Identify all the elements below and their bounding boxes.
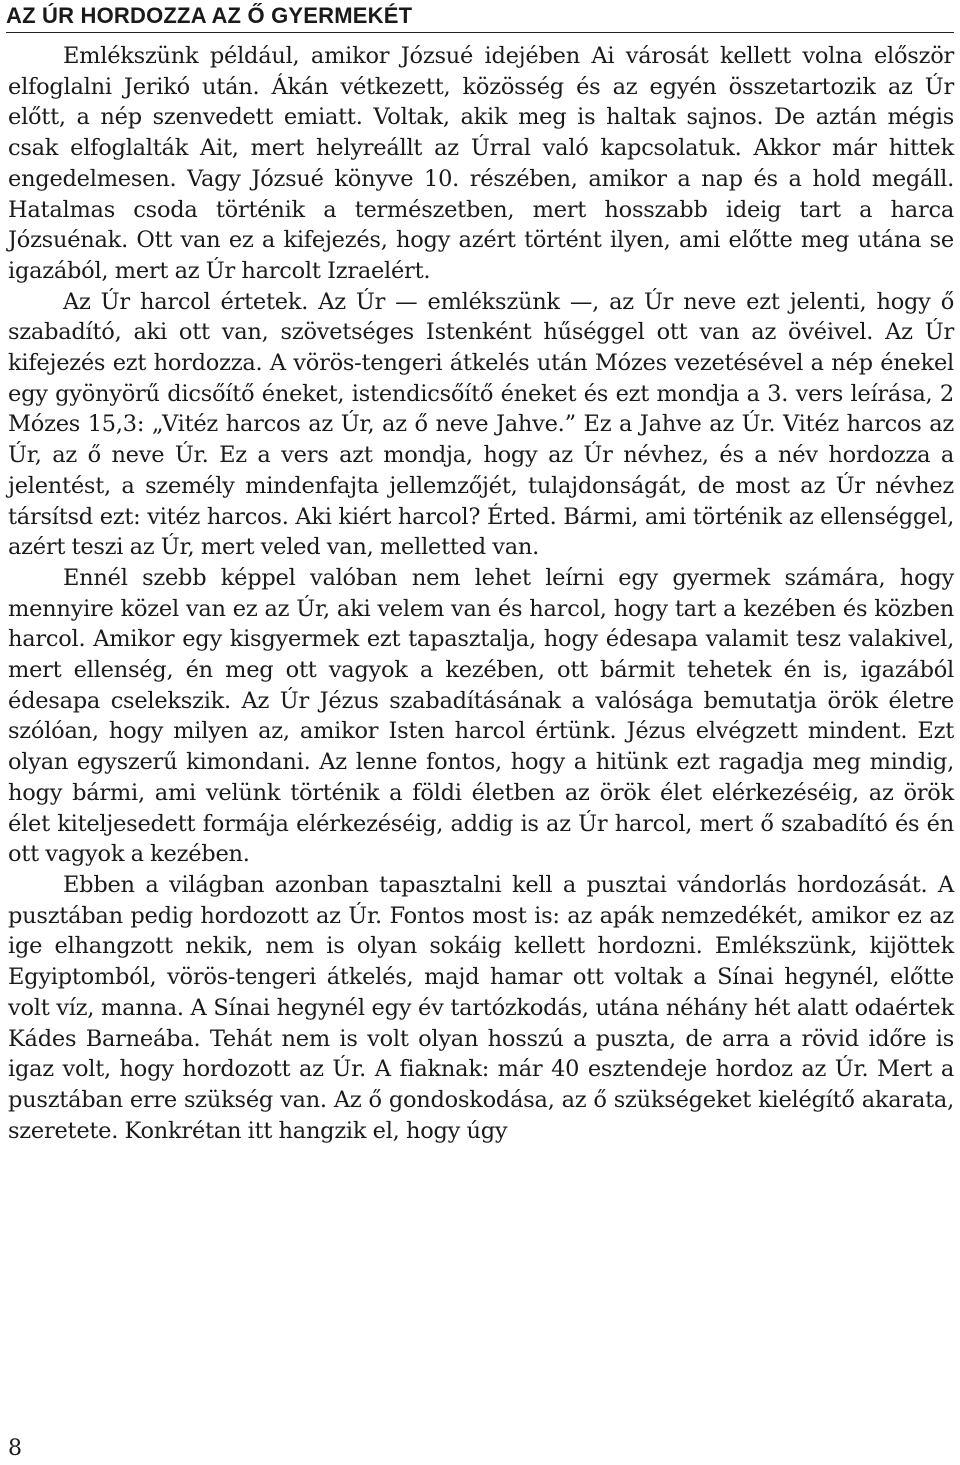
paragraph: Ennél szebb képpel valóban nem lehet leírni egy gyermek számára, hogy mennyire közel van ez az Úr, aki velem van és harcol, hogy tart a kezében és közben harcol. Amikor egy kisgyermek ezt tapasztalja, hogy édesapa valamit tesz valakivel, mert ellenség, én meg ott vagyok a kezében, ott bármit tehetek én is, igazából édesapa cselekszik. Az Úr Jézus szabadításának a valósága bemutatja örök életre szólóan, hogy milyen az, amikor Isten harcol értünk. Jézus elvégzett mindent. Ezt olyan egyszerű kimondani. Az lenne fontos, hogy a hitünk ezt ragadja meg mindig, hogy bármi, ami velünk történik a földi életben az örök élet elérkezéséig, az örök élet kiteljesedett formája elérkezéséig, addig is az Úr harcol, mert ő szabadító és én ott vagyok a kezében. bbox=[8, 564, 954, 868]
paragraph: Az Úr harcol értetek. Az Úr — emlékszünk —, az Úr neve ezt jelenti, hogy ő szabadító, aki ott van, szövetséges Istenként hűséggel ott van az övéivel. Az Úr kifejezés ezt hordozza. A vörös-tengeri átkelés után Mózes vezetésével a nép énekel egy gyönyörű dicsőítő éneket, istendicsőítő éneket és ezt mondja a 3. vers leírása, 2 Mózes 15,3: „Vitéz harcos az Úr, az ő neve Jahve.” Ez a Jahve az Úr. Vitéz harcos az Úr, az ő neve Úr. Ez a vers azt mondja, hogy az Úr névhez, és a név hordozza a jelentést, a személy mindenfajta jellemzőjét, tulajdonságát, de most az Úr névhez társítsd ezt: vitéz harcos. Aki kiért harcol? Érted. Bármi, ami történik az ellenséggel, azért teszi az Úr, mert veled van, melletted van. bbox=[8, 288, 954, 561]
document-page bbox=[6, 0, 954, 1465]
page-number: 8 bbox=[8, 1436, 22, 1461]
running-title: AZ ÚR HORDOZZA AZ Ő GYERMEKÉT bbox=[6, 2, 954, 33]
body-text bbox=[8, 41, 954, 1146]
paragraph: Emlékszünk például, amikor Józsué idejében Ai városát kellett volna először elfoglalni Jerikó után. Ákán vétkezett, közösség és az egyén összetartozik az Úr előtt, a nép szenvedett emiatt. Voltak, akik meg is haltak sajnos. De aztán mégis csak elfoglalták Ait, mert helyreállt az Úrral való kapcsolatuk. Akkor már hittek engedelmesen. Vagy Józsué könyve 10. részében, amikor a nap és a hold megáll. Hatalmas csoda történik a természetben, mert hosszabb ideig tart a harca Józsuénak. Ott van ez a kifejezés, hogy azért történt ilyen, ami előtte meg utána se igazából, mert az Úr harcolt Izraelért. bbox=[8, 43, 954, 284]
paragraph: Ebben a világban azonban tapasztalni kell a pusztai vándorlás hordozását. A pusztában pedig hordozott az Úr. Fontos most is: az apák nemzedékét, amikor ez az ige elhangzott nekik, nem is olyan sokáig kellett hordozni. Emlékszünk, kijöttek Egyiptomból, vörös-tengeri átkelés, majd hamar ott voltak a Sínai hegynél, előtte volt víz, manna. A Sínai hegynél egy év tartózkodás, utána néhány hét alatt odaértek Kádes Barneába. Tehát nem is volt olyan hosszú a puszta, de arra a rövid időre is igaz volt, hogy hordozott az Úr. A fiaknak: már 40 esztendeje hordoz az Úr. Mert a pusztában erre szükség van. Az ő gondoskodása, az ő szükségeket kielégítő akarata, szeretete. Konkrétan itt hangzik el, hogy úgy bbox=[8, 871, 954, 1144]
